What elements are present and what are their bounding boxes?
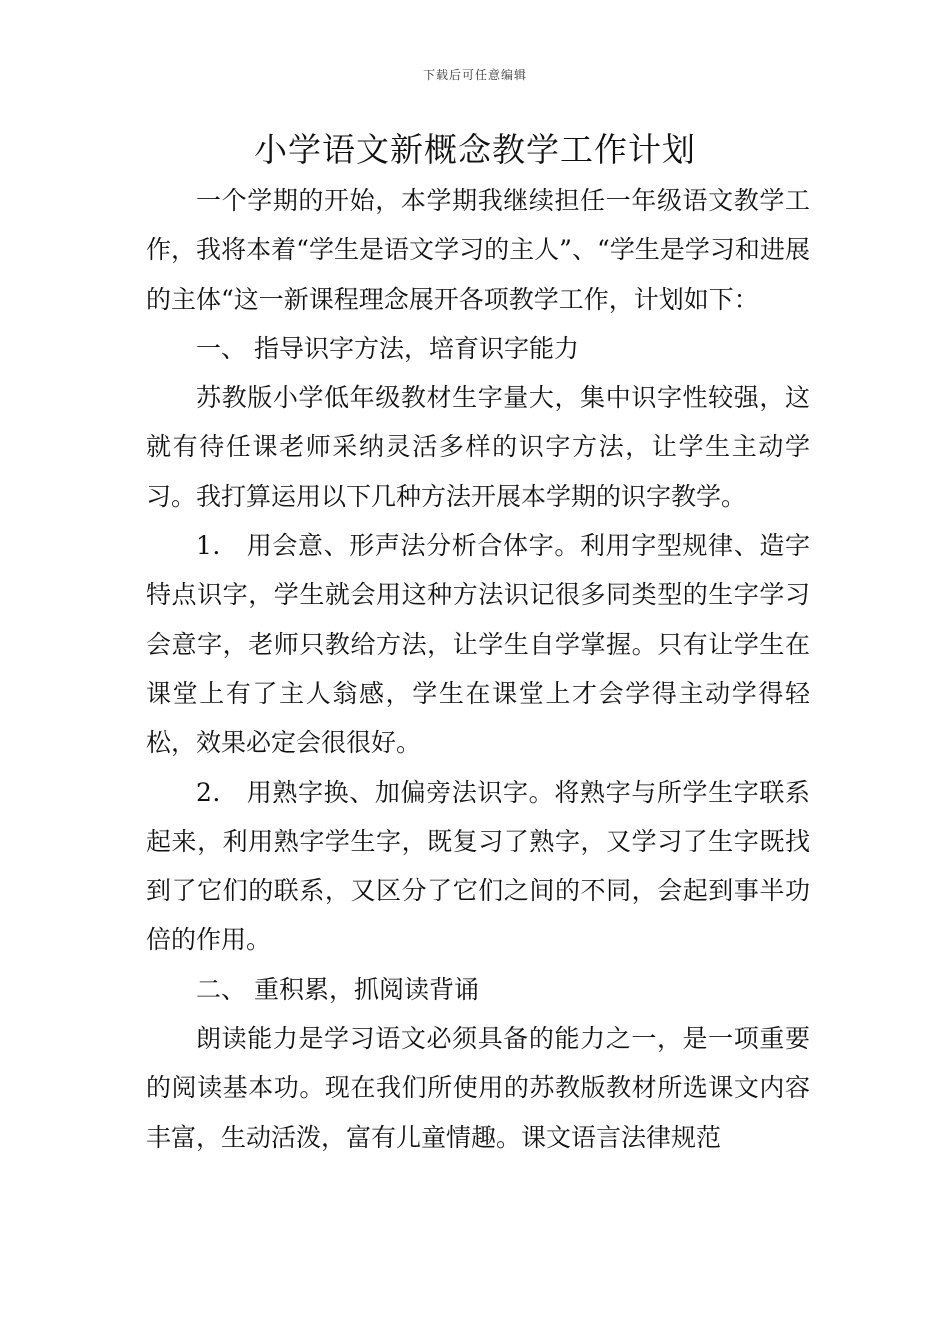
- page-header-note: 下载后可任意编辑: [422, 68, 527, 82]
- paragraph-section-1: 苏教版小学低年级教材生字量大，集中识字性较强，这就有待任课老师采纳灵活多样的识字方法，让学生主动学习。我打算运用以下几种方法开展本学期的识字教学。: [146, 383, 810, 511]
- list-item-2: 2． 用熟字换、加偏旁法识字。将熟字与所学生字联系起来，利用熟字学生字，既复习了熟字，又学习了生字既找到了它们的联系，又区分了它们之间的不同，会起到事半功倍的作用。: [146, 777, 810, 955]
- paragraph-section-2: 朗读能力是学习语文必须具备的能力之一，是一项重要的阅读基本功。现在我们所使用的苏教版教材所选课文内容丰富，生动活泼，富有儿童情趣。课文语言法律规范: [146, 1024, 810, 1152]
- document-title: 小学语文新概念教学工作计划: [254, 130, 696, 169]
- document-body: [146, 176, 810, 1162]
- section-heading-1: 一、 指导识字方法，培育识字能力: [196, 333, 579, 363]
- list-item-1: 1． 用会意、形声法分析合体字。利用字型规律、造字特点识字，学生就会用这种方法识记很多同类型的生字学习会意字，老师只教给方法，让学生自学掌握。只有让学生在课堂上有了主人翁感，学生在课堂上才会学得主动学得轻松，效果必定会很很好。: [146, 531, 810, 758]
- section-heading-2: 二、 重积累，抓阅读背诵: [196, 974, 479, 1004]
- paragraph-intro: 一个学期的开始，本学期我继续担任一年级语文教学工作，我将本着“学生是语文学习的主人”、“学生是学习和进展的主体“这一新课程理念展开各项教学工作，计划如下：: [146, 186, 810, 314]
